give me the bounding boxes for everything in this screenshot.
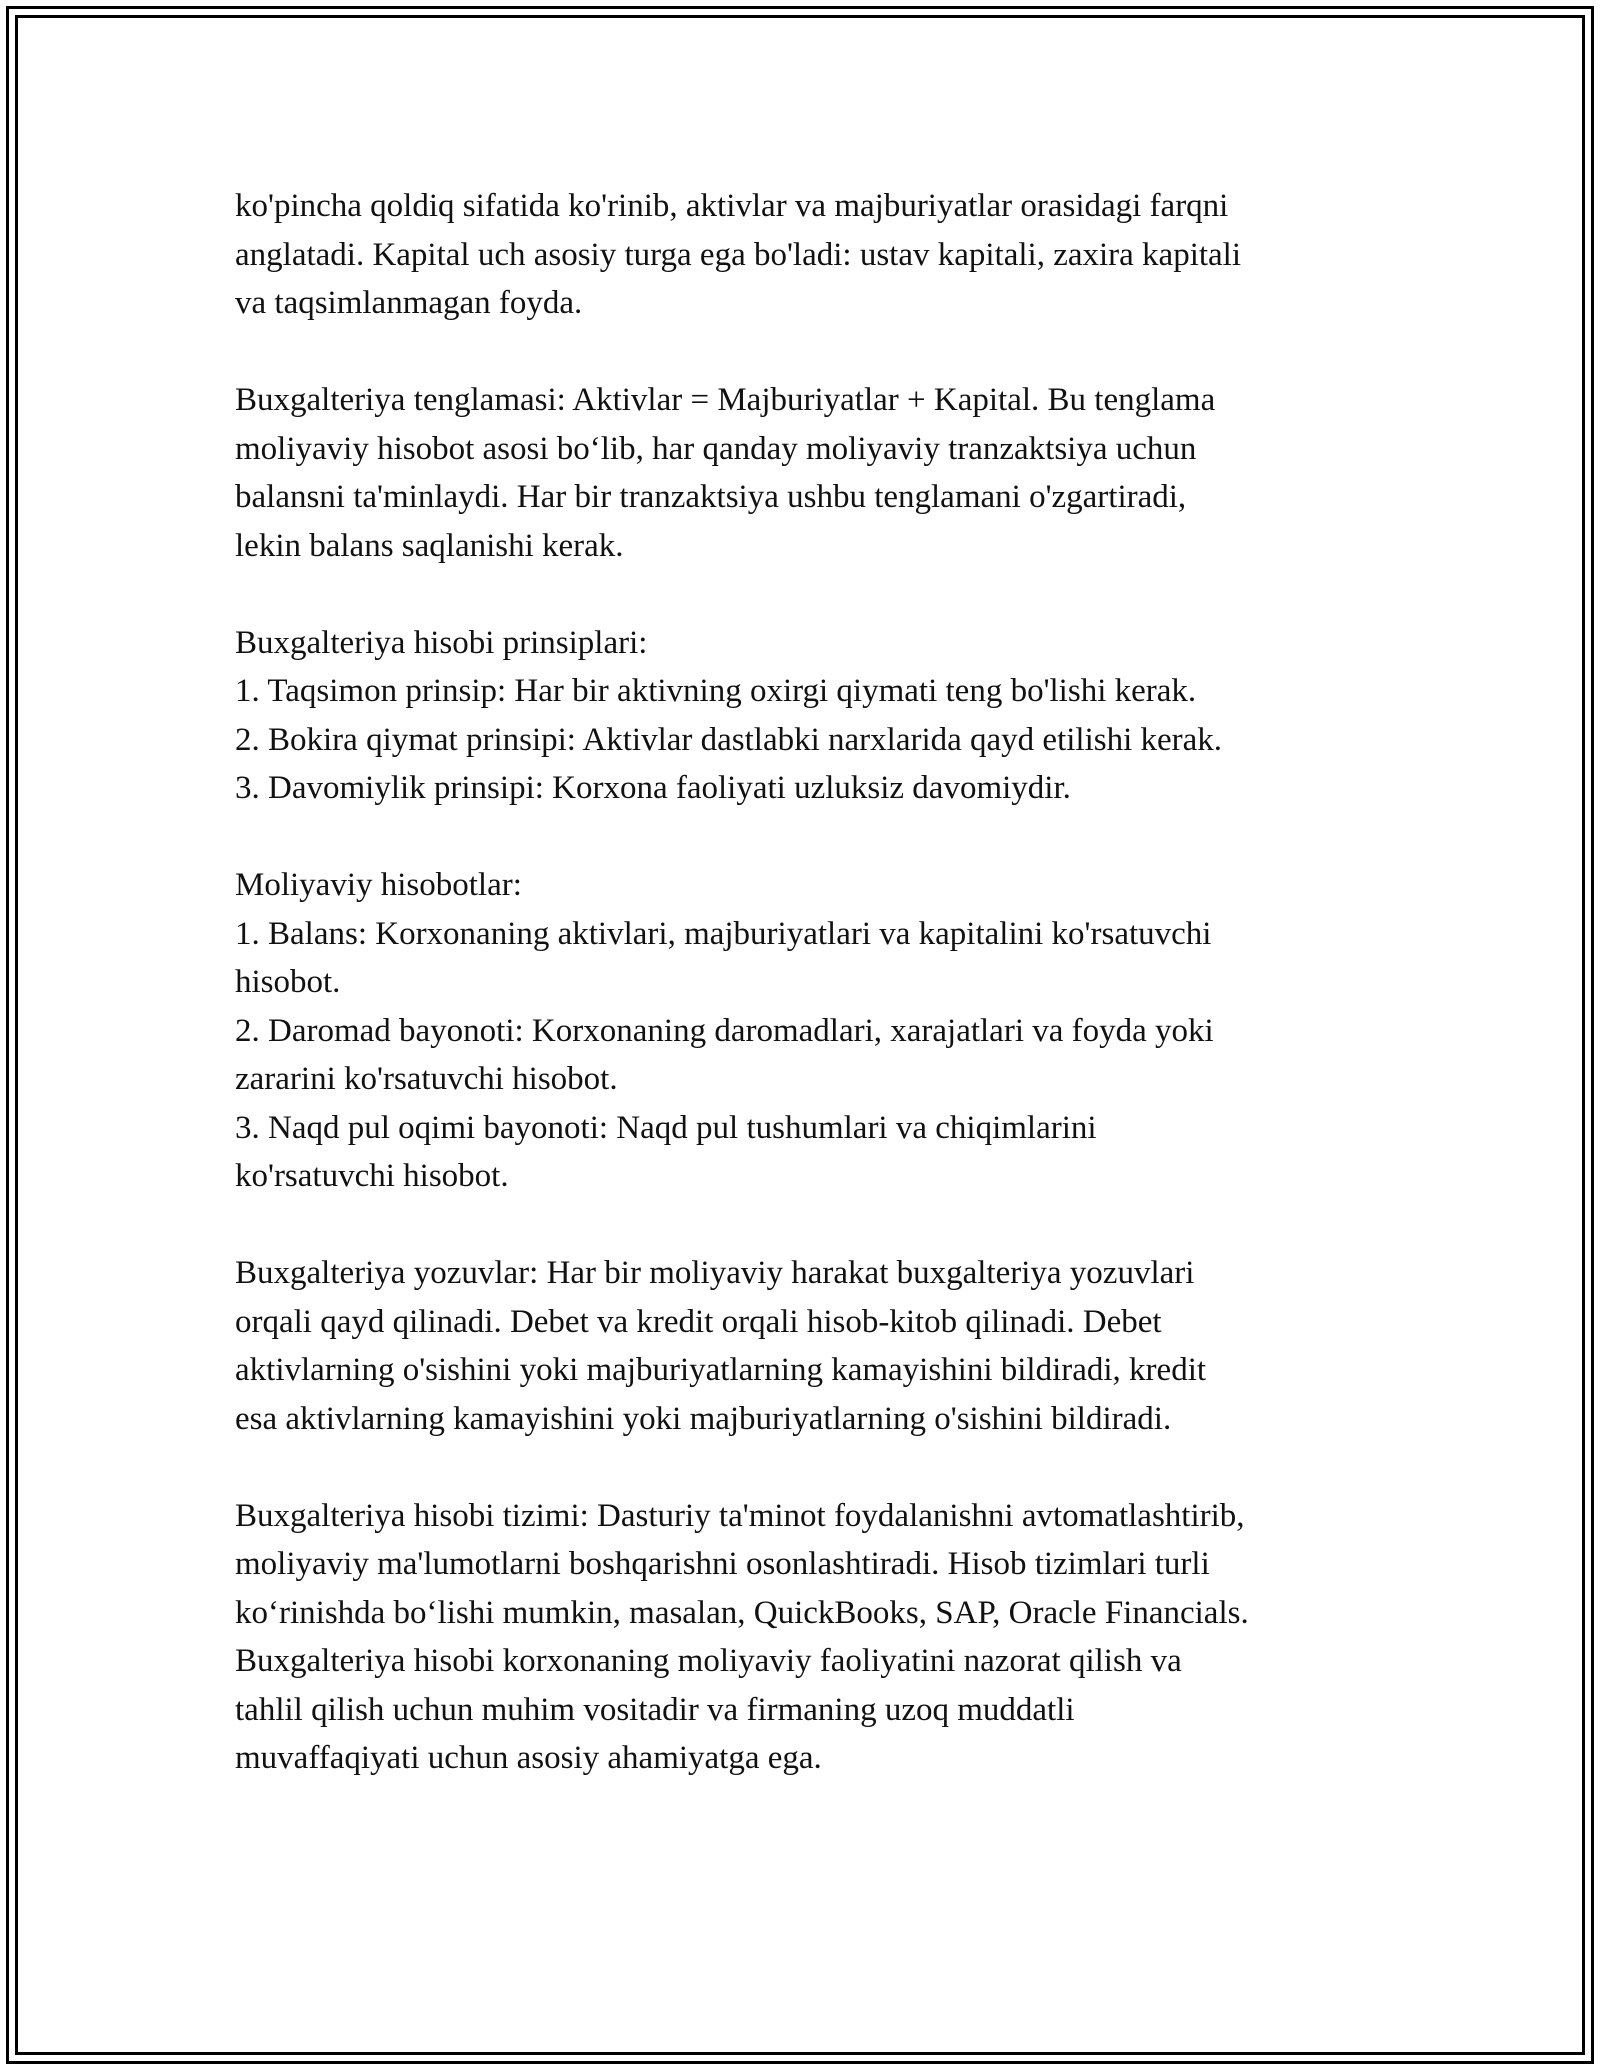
paragraph-accounting-principles — [235, 619, 1385, 813]
list-item: 3. Davomiylik prinsipi: Korxona faoliyati uzluksiz davomiydir. — [235, 770, 1071, 806]
text-line: moliyaviy hisobot asosi bo‘lib, har qanday moliyaviy tranzaktsiya uchun — [235, 430, 1197, 467]
list-item: 2. Daromad bayonoti: Korxonaning daromadlari, xarajatlari va foyda yoki — [235, 1012, 1214, 1049]
paragraph-capital — [235, 182, 1385, 328]
list-item: 2. Bokira qiymat prinsipi: Aktivlar dastlabki narxlarida qayd etilishi kerak. — [235, 721, 1223, 758]
text-line: anglatadi. Kapital uch asosiy turga ega bo'ladi: ustav kapitali, zaxira kapitali — [235, 236, 1242, 273]
list-item-continuation: zararini ko'rsatuvchi hisobot. — [235, 1061, 618, 1097]
text-line: Buxgalteriya hisobi tizimi: Dasturiy ta'minot foydalanishni avtomatlashtirib, — [235, 1497, 1245, 1534]
document-body — [235, 182, 1385, 1831]
text-line: lekin balans saqlanishi kerak. — [235, 527, 624, 564]
text-line: tahlil qilish uchun muhim vositadir va firmaning uzoq muddatli — [235, 1691, 1075, 1728]
section-heading: Moliyaviy hisobotlar: — [235, 867, 522, 903]
text-line: aktivlarning o'sishini yoki majburiyatlarning kamayishini bildiradi, kredit — [235, 1352, 1207, 1388]
text-line: balansni ta'minlaydi. Har bir tranzaktsiya ushbu tenglamani o'zgartiradi, — [235, 479, 1187, 515]
list-item-continuation: ko'rsatuvchi hisobot. — [235, 1158, 509, 1194]
list-item: 1. Balans: Korxonaning aktivlari, majburiyatlari va kapitalini ko'rsatuvchi — [235, 915, 1212, 952]
paragraph-accounting-system — [235, 1492, 1385, 1783]
text-line: muvaffaqiyati uchun asosiy ahamiyatga ega. — [235, 1740, 822, 1776]
list-item: 3. Naqd pul oqimi bayonoti: Naqd pul tushumlari va chiqimlarini — [235, 1109, 1097, 1146]
paragraph-accounting-equation — [235, 376, 1385, 570]
text-line: orqali qayd qilinadi. Debet va kredit orqali hisob-kitob qilinadi. Debet — [235, 1303, 1162, 1340]
text-line: Buxgalteriya tenglamasi: Aktivlar = Majburiyatlar + Kapital. Bu tenglama — [235, 382, 1216, 418]
paragraph-financial-statements — [235, 861, 1385, 1201]
text-line: Buxgalteriya yozuvlar: Har bir moliyaviy harakat buxgalteriya yozuvlari — [235, 1255, 1195, 1291]
text-line: esa aktivlarning kamayishini yoki majburiyatlarning o'sishini bildiradi. — [235, 1400, 1172, 1437]
section-heading: Buxgalteriya hisobi prinsiplari: — [235, 624, 648, 661]
text-line: va taqsimlanmagan foyda. — [235, 285, 583, 321]
text-line: moliyaviy ma'lumotlarni boshqarishni osonlashtiradi. Hisob tizimlari turli — [235, 1546, 1210, 1582]
text-line: ko'pincha qoldiq sifatida ko'rinib, aktivlar va majburiyatlar orasidagi farqni — [235, 188, 1229, 224]
paragraph-accounting-entries — [235, 1249, 1385, 1443]
text-line: Buxgalteriya hisobi korxonaning moliyaviy faoliyatini nazorat qilish va — [235, 1643, 1182, 1679]
list-item: 1. Taqsimon prinsip: Har bir aktivning oxirgi qiymati teng bo'lishi kerak. — [235, 673, 1197, 709]
text-line: ko‘rinishda bo‘lishi mumkin, masalan, QuickBooks, SAP, Oracle Financials. — [235, 1594, 1249, 1631]
list-item-continuation: hisobot. — [235, 964, 341, 1000]
